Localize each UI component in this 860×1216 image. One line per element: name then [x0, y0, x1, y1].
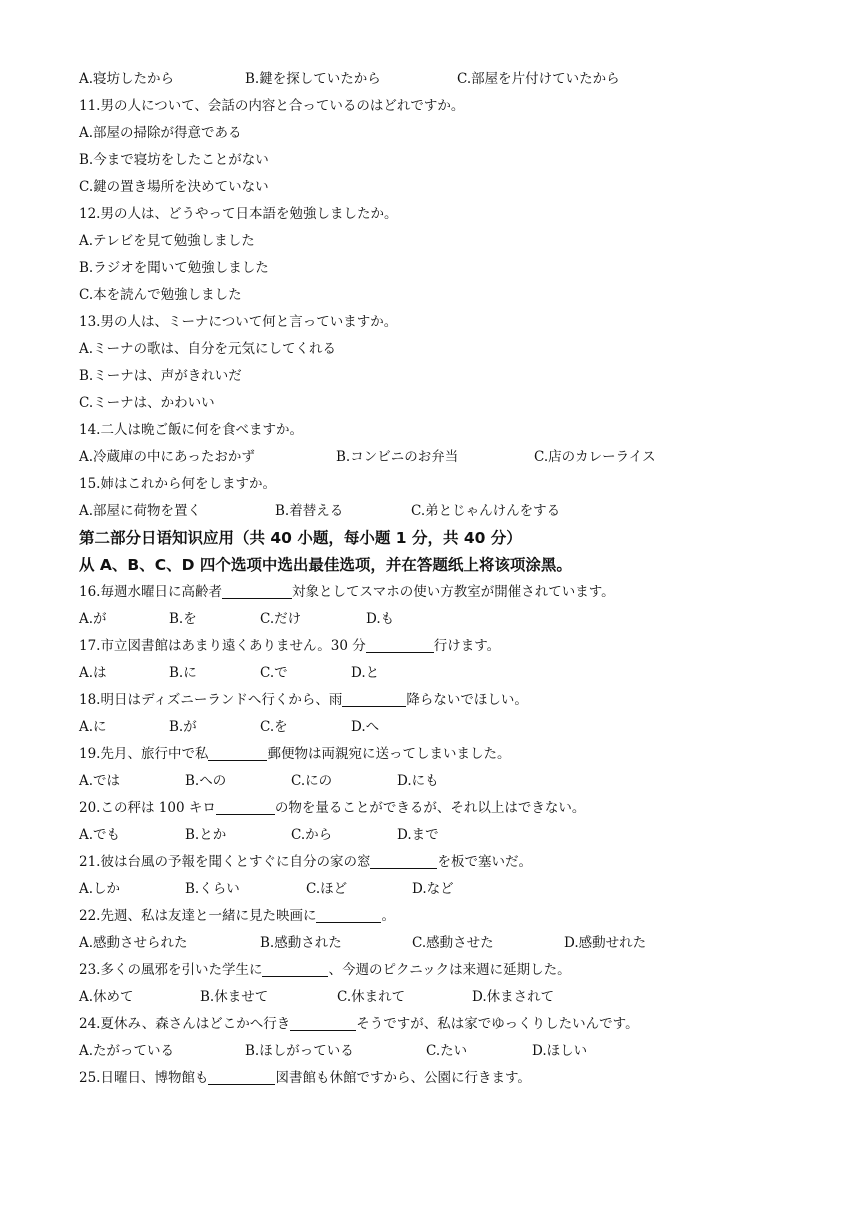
answer-blank — [366, 637, 434, 653]
q20-options — [79, 822, 799, 849]
q24-stem — [79, 1011, 799, 1038]
q15-options — [79, 498, 799, 525]
option-a: A.しか — [79, 881, 121, 897]
q12-option-b: B.ラジオを聞いて勉強しました — [79, 260, 269, 276]
stem-text: そうですが、私は家でゆっくりしたいんです。 — [356, 1016, 639, 1032]
option-c: C.弟とじゃんけんをする — [411, 503, 561, 519]
stem-text: を板で塞いだ。 — [437, 854, 532, 870]
q12-option-c: C.本を読んで勉強しました — [79, 287, 242, 303]
option-c: C.を — [260, 719, 288, 735]
option-d: D.も — [366, 611, 395, 627]
q22-stem — [79, 903, 799, 930]
option-a: A.に — [79, 719, 107, 735]
answer-blank — [370, 853, 437, 869]
option-a: A.寝坊したから — [79, 71, 175, 87]
option-a: A.たがっている — [79, 1043, 175, 1059]
stem-text: 18.明日はディズニーランドへ行くから、雨 — [79, 692, 343, 708]
option-d: D.感動せれた — [564, 935, 647, 951]
option-b: B.への — [185, 773, 227, 789]
option-c: C.たい — [426, 1043, 468, 1059]
section-2-instruction: 从 A、B、C、D 四个选项中选出最佳选项，并在答题纸上将该项涂黑。 — [79, 556, 572, 574]
option-b: B.が — [169, 719, 197, 735]
option-b: B.コンビニのお弁当 — [336, 449, 459, 465]
option-b: B.に — [169, 665, 197, 681]
option-d: D.と — [351, 665, 380, 681]
stem-text: 22.先週、私は友達と一緒に見た映画に — [79, 908, 317, 924]
option-d: D.へ — [351, 719, 380, 735]
q20-stem — [79, 795, 799, 822]
q22-options — [79, 930, 799, 957]
q10-options — [79, 66, 799, 93]
exam-page — [79, 66, 799, 1092]
q17-options — [79, 660, 799, 687]
q16-stem — [79, 579, 799, 606]
q13-option-a: A.ミーナの歌は、自分を元気にしてくれる — [79, 341, 337, 357]
q12-option-a: A.テレビを見て勉強しました — [79, 233, 255, 249]
option-b: B.感動された — [260, 935, 342, 951]
option-a: A.冷蔵庫の中にあったおかず — [79, 449, 255, 465]
q21-options — [79, 876, 799, 903]
stem-text: 24.夏休み、森さんはどこかへ行き — [79, 1016, 291, 1032]
stem-text: の物を量ることができるが、それ以上はできない。 — [274, 800, 586, 816]
stem-text: 。 — [381, 908, 395, 924]
option-c: C.だけ — [260, 611, 302, 627]
option-a: A.でも — [79, 827, 121, 843]
answer-blank — [342, 691, 406, 707]
q13-option-c: C.ミーナは、かわいい — [79, 395, 215, 411]
option-b: B.着替える — [275, 503, 344, 519]
option-b: B.とか — [185, 827, 227, 843]
q23-stem — [79, 957, 799, 984]
q21-stem — [79, 849, 799, 876]
answer-blank — [262, 961, 328, 977]
option-a: A.では — [79, 773, 121, 789]
answer-blank — [316, 907, 381, 923]
option-b: B.を — [169, 611, 197, 627]
stem-text: 20.この秤は 100 キロ — [79, 800, 216, 816]
stem-text: 21.彼は台風の予報を聞くとすぐに自分の家の窓 — [79, 854, 371, 870]
answer-blank — [216, 799, 275, 815]
option-a: A.感動させられた — [79, 935, 188, 951]
option-a: A.が — [79, 611, 107, 627]
option-c: C.で — [260, 665, 288, 681]
option-d: D.ほしい — [532, 1043, 588, 1059]
answer-blank — [222, 583, 292, 599]
option-d: D.など — [412, 881, 454, 897]
answer-blank — [208, 1069, 275, 1085]
option-a: A.休めて — [79, 989, 134, 1005]
section-2-title: 第二部分日语知识应用（共 40 小题，每小题 1 分，共 40 分） — [79, 529, 522, 547]
option-b: B.ほしがっている — [245, 1043, 354, 1059]
q14-options — [79, 444, 799, 471]
option-d: D.まで — [397, 827, 439, 843]
q24-options — [79, 1038, 799, 1065]
stem-text: 、今週のピクニックは来週に延期した。 — [328, 962, 571, 978]
option-d: D.休まされて — [472, 989, 555, 1005]
stem-text: 図書館も休館ですから、公園に行きます。 — [275, 1070, 531, 1086]
answer-blank — [290, 1015, 356, 1031]
option-c: C.部屋を片付けていたから — [457, 71, 620, 87]
q19-stem — [79, 741, 799, 768]
q18-options — [79, 714, 799, 741]
stem-text: 17.市立図書館はあまり遠くありません。30 分 — [79, 638, 366, 654]
option-a: A.は — [79, 665, 107, 681]
q11-option-b: B.今まで寝坊をしたことがない — [79, 152, 269, 168]
q11-option-a: A.部屋の掃除が得意である — [79, 125, 242, 141]
option-b: B.休ませて — [200, 989, 269, 1005]
q16-options — [79, 606, 799, 633]
q19-options — [79, 768, 799, 795]
stem-text: 郵便物は両親宛に送ってしまいました。 — [267, 746, 511, 762]
answer-blank — [208, 745, 267, 761]
stem-text: 16.毎週水曜日に高齢者 — [79, 584, 222, 600]
option-b: B.鍵を探していたから — [245, 71, 381, 87]
q12-stem: 12.男の人は、どうやって日本語を勉強しましたか。 — [79, 206, 398, 222]
q17-stem — [79, 633, 799, 660]
stem-text: 対象としてスマホの使い方教室が開催されています。 — [291, 584, 615, 600]
stem-text: 23.多くの風邪を引いた学生に — [79, 962, 263, 978]
option-c: C.感動させた — [412, 935, 494, 951]
option-c: C.ほど — [306, 881, 348, 897]
stem-text: 降らないでほしい。 — [406, 692, 528, 708]
q23-options — [79, 984, 799, 1011]
option-c: C.店のカレーライス — [534, 449, 656, 465]
q11-option-c: C.鍵の置き場所を決めていない — [79, 179, 269, 195]
q25-stem — [79, 1065, 799, 1092]
q15-stem: 15.姉はこれから何をしますか。 — [79, 476, 276, 492]
q18-stem — [79, 687, 799, 714]
stem-text: 行けます。 — [433, 638, 501, 654]
option-a: A.部屋に荷物を置く — [79, 503, 202, 519]
q13-option-b: B.ミーナは、声がきれいだ — [79, 368, 242, 384]
option-c: C.にの — [291, 773, 333, 789]
q14-stem: 14.二人は晩ご飯に何を食べますか。 — [79, 422, 303, 438]
stem-text: 25.日曜日、博物館も — [79, 1070, 209, 1086]
option-c: C.から — [291, 827, 333, 843]
option-c: C.休まれて — [337, 989, 406, 1005]
q13-stem: 13.男の人は、ミーナについて何と言っていますか。 — [79, 314, 398, 330]
option-d: D.にも — [397, 773, 439, 789]
option-b: B.くらい — [185, 881, 240, 897]
stem-text: 19.先月、旅行中で私 — [79, 746, 209, 762]
q11-stem: 11.男の人について、会話の内容と合っているのはどれですか。 — [79, 98, 465, 114]
